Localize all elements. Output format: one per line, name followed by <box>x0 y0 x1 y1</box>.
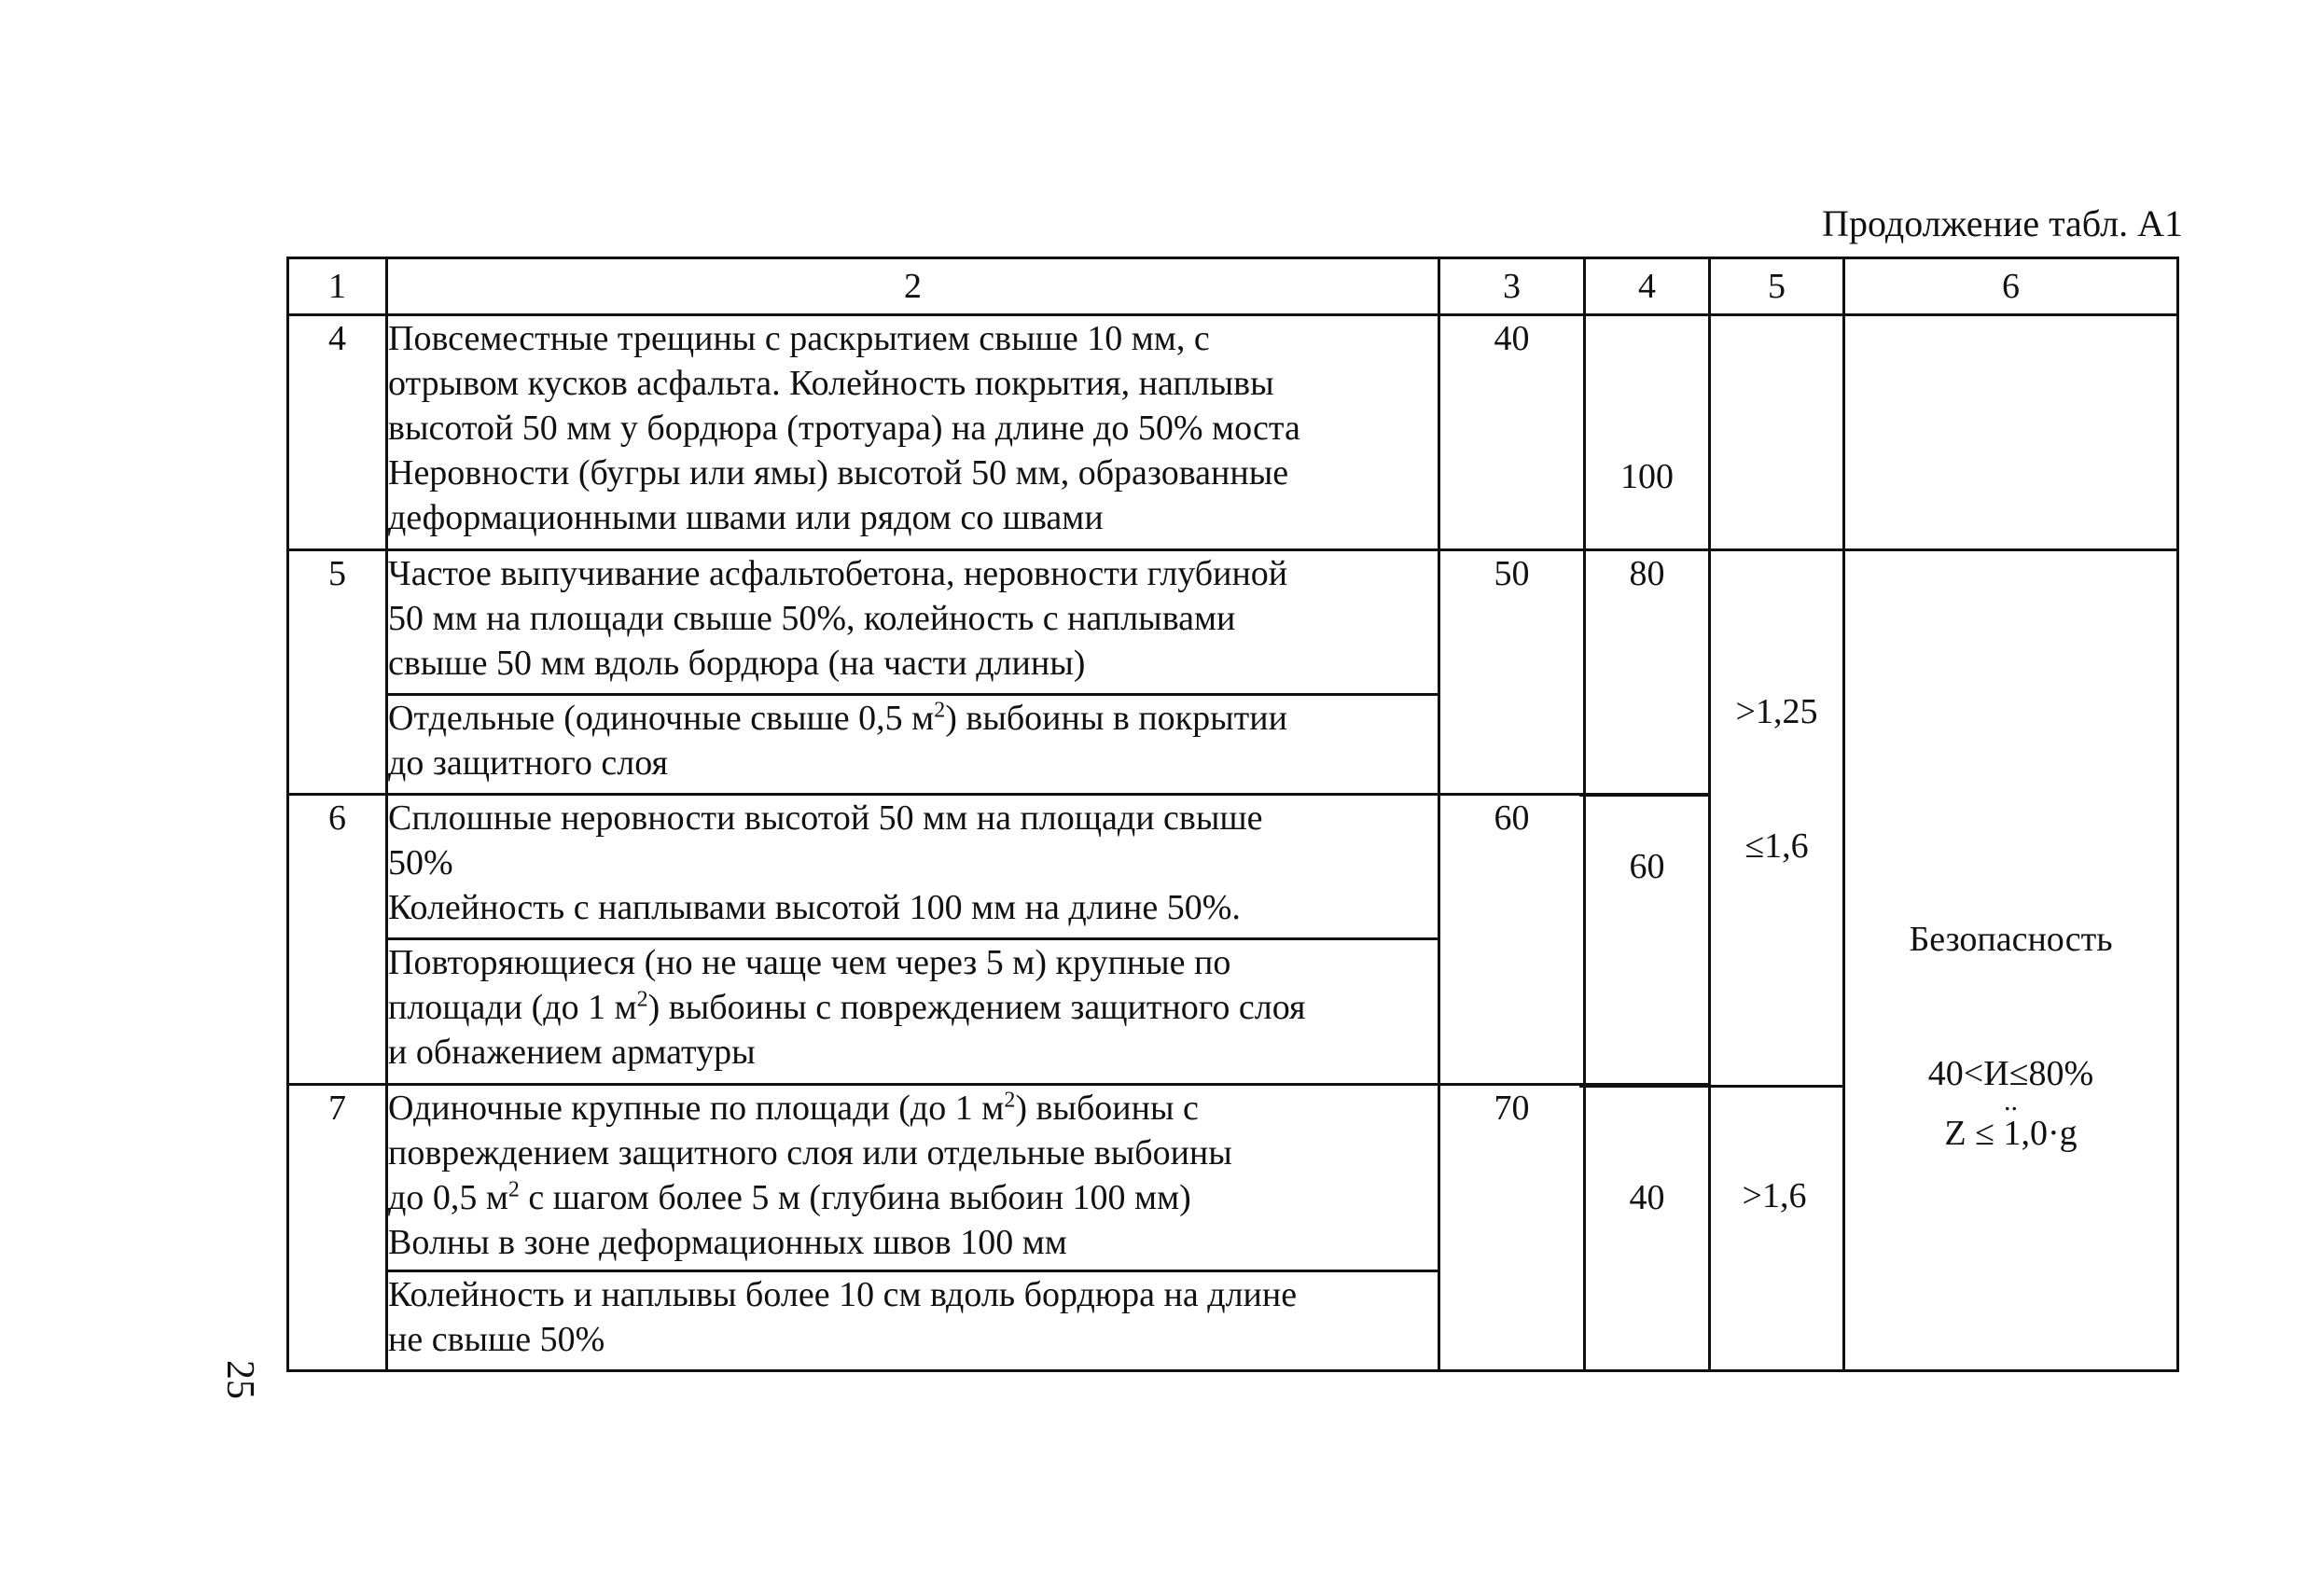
row-number: 4 <box>288 315 387 550</box>
defect-description <box>387 795 1439 939</box>
col5-divider <box>1579 794 1708 797</box>
header-col-5: 5 <box>1710 258 1844 315</box>
row-number: 5 <box>288 550 387 795</box>
description-line: и обнажением арматуры <box>388 1033 756 1072</box>
text-part: ) выбоины в покрытии <box>945 699 1287 738</box>
superscript: 2 <box>1004 1088 1016 1113</box>
col3-value: 60 <box>1439 795 1585 1085</box>
superscript: 2 <box>934 698 946 723</box>
col4-value: 60 <box>1629 847 1665 886</box>
description-line <box>388 1086 1438 1131</box>
header-col-2: 2 <box>387 258 1439 315</box>
description-line: отрывом кусков асфальта. Колейность покрытия, наплывы <box>388 364 1274 403</box>
table-row-4 <box>288 315 2178 550</box>
col4-value: 40 <box>1629 1178 1665 1217</box>
description-line: не свыше 50% <box>388 1320 605 1359</box>
col3-value: 70 <box>1439 1085 1585 1371</box>
header-col-3: 3 <box>1439 258 1585 315</box>
page-number: 25 <box>218 1360 261 1399</box>
description-line: повреждением защитного слоя или отдельные выбоины <box>388 1133 1232 1173</box>
description-line: Повторяющиеся (но не чаще чем через 5 м) крупные по <box>388 943 1231 982</box>
defect-description <box>387 939 1439 1085</box>
description-line: до защитного слоя <box>388 743 668 783</box>
col4-value: 100 <box>1620 457 1674 496</box>
header-col-6: 6 <box>1844 258 2178 315</box>
text-part: Одиночные крупные по площади (до 1 м <box>388 1089 1005 1128</box>
col4-cell <box>1585 795 1710 1085</box>
formula-text: Z ≤ 1,0·g <box>1944 1114 2078 1153</box>
description-line: Частое выпучивание асфальтобетона, неровности глубиной <box>388 554 1288 593</box>
description-line: Волны в зоне деформационных швов 100 мм <box>388 1223 1067 1262</box>
description-line: деформационными швами или рядом со швами <box>388 498 1104 537</box>
col4-cell <box>1585 1085 1710 1371</box>
col6-empty <box>1844 315 2178 550</box>
col5-value: ≤1,6 <box>1744 826 1809 866</box>
superscript: 2 <box>636 987 648 1012</box>
text-part: с шагом более 5 м (глубина выбоин 100 мм) <box>519 1178 1191 1217</box>
col4-value: 80 <box>1585 550 1710 795</box>
col5-divider <box>1579 1085 1844 1088</box>
header-col-4: 4 <box>1585 258 1710 315</box>
text-part: ) выбоины с повреждением защитного слоя <box>647 988 1306 1027</box>
table-caption: Продолжение табл. А1 <box>1822 202 2183 244</box>
defects-table <box>286 257 2179 1372</box>
dots-mark: .. <box>2004 1086 2018 1117</box>
row-number: 7 <box>288 1085 387 1371</box>
text-part: Отдельные (одиночные свыше 0,5 м <box>388 699 935 738</box>
description-line: 50% <box>388 843 453 882</box>
defect-description <box>387 695 1439 795</box>
description-line: 50 мм на площади свыше 50%, колейность с наплывами <box>388 599 1236 638</box>
description-line: Повсеместные трещины с раскрытием свыше 10 мм, с <box>388 319 1210 358</box>
header-row <box>288 258 2178 315</box>
description-line: Колейность и наплывы более 10 см вдоль бордюра на длине <box>388 1275 1298 1314</box>
defect-description <box>387 550 1439 695</box>
row-number: 6 <box>288 795 387 1085</box>
defect-description <box>387 1085 1439 1271</box>
text-part: ) выбоины с <box>1015 1089 1199 1128</box>
col6-merged <box>1844 550 2178 1371</box>
description-line: Неровности (бугры или ямы) высотой 50 мм, образованные <box>388 453 1289 493</box>
col5-merged <box>1710 550 1844 1371</box>
col3-value: 40 <box>1439 315 1585 550</box>
description-line <box>388 1175 1438 1220</box>
description-line: высотой 50 мм у бордюра (тротуара) на длине до 50% моста <box>388 409 1300 448</box>
description-line: Сплошные неровности высотой 50 мм на площади свыше <box>388 798 1263 838</box>
text-part: до 0,5 м <box>388 1178 508 1217</box>
description-line <box>388 696 1438 741</box>
col5-row7-value: >1,6 <box>1742 1176 1807 1215</box>
col5-value: >1,25 <box>1735 692 1818 731</box>
condition-text: 40<И≤80% <box>1927 1054 2094 1093</box>
header-col-1: 1 <box>288 258 387 315</box>
col4-cell <box>1585 315 1710 550</box>
superscript: 2 <box>507 1177 520 1202</box>
defect-description <box>387 1271 1439 1371</box>
description-line <box>388 985 1438 1030</box>
col5-empty <box>1710 315 1844 550</box>
description-line: свыше 50 мм вдоль бордюра (на части длины) <box>388 644 1086 683</box>
description-line: Колейность с наплывами высотой 100 мм на длине 50%. <box>388 888 1241 927</box>
table-row-5 <box>288 550 2178 695</box>
category-label: Безопасность <box>1909 920 2113 959</box>
text-part: площади (до 1 м <box>388 988 637 1027</box>
col3-value: 50 <box>1439 550 1585 795</box>
defect-description <box>387 315 1439 550</box>
